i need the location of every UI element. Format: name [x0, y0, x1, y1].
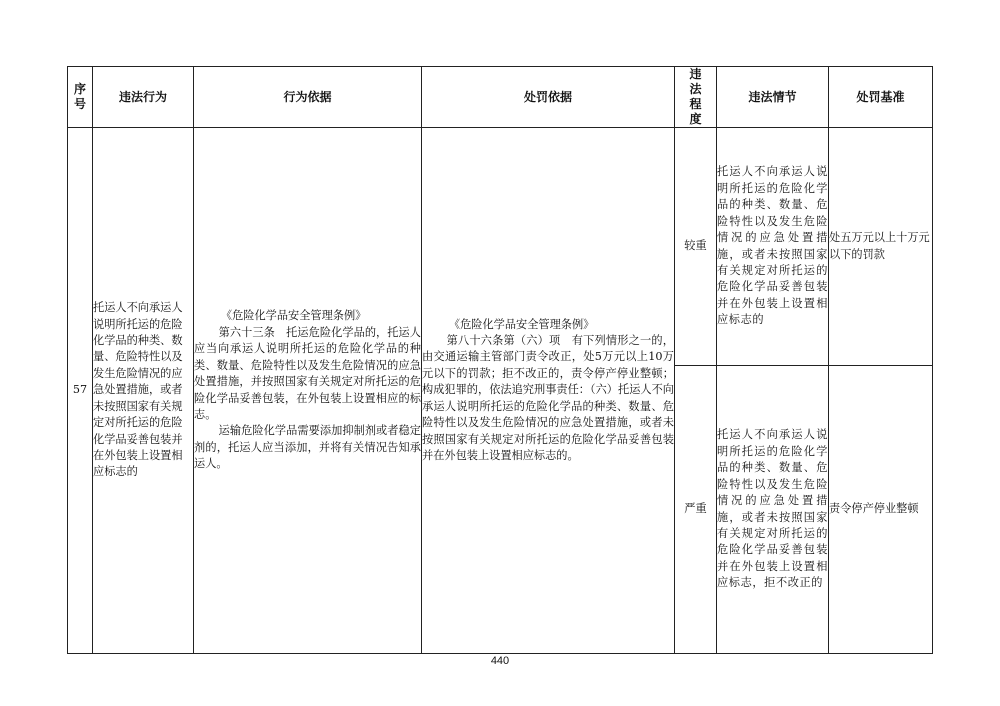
header-circumstance: 违法情节: [717, 67, 829, 128]
penalty-basis-cell: [422, 128, 675, 654]
degree-cell-heavier: 较重: [675, 128, 717, 366]
basis-cell: [194, 128, 422, 654]
table-row: [68, 128, 933, 366]
basis-paragraph-2: 运输危险化学品需要添加抑制剂或者稳定剂的，托运人应当添加，并将有关情况告知承运人。: [194, 424, 421, 471]
standard-cell-heavier: 处五万元以上十万元以下的罚款: [829, 128, 933, 366]
page-number: 440: [490, 655, 510, 667]
penalty-basis-paragraph: 第八十六条第（六）项 有下列情形之一的，由交通运输主管部门责令改正，处5万元以上10万元以下的罚款；拒不改正的，责令停产停业整顿；构成犯罪的，依法追究刑事责任：（六）托运人不向承运人说明所托运的危险化学品的种类、数量、危险特性以及发生危险情况的应急处置措施，或者未按照国家有关规定对所托运的危险化学品妥善包装并在外包装上设置相应标志的。: [422, 334, 674, 462]
penalty-basis-title: 《危险化学品安全管理条例》: [448, 317, 595, 331]
header-seq: 序号: [68, 67, 93, 128]
header-basis: 行为依据: [194, 67, 422, 128]
circumstance-cell-serious: 托运人不向承运人说明所托运的危险化学品的种类、数量、危险特性以及发生危险情况的应急处置措施，或者未按照国家有关规定对所托运的危险化学品妥善包装并在外包装上设置相应标志，拒不改正的: [717, 366, 829, 654]
header-standard: 处罚基准: [829, 67, 933, 128]
degree-cell-serious: 严重: [675, 366, 717, 654]
circumstance-cell-heavier: 托运人不向承运人说明所托运的危险化学品的种类、数量、危险特性以及发生危险情况的应急处置措施，或者未按照国家有关规定对所托运的危险化学品妥善包装并在外包装上设置相应标志的: [717, 128, 829, 366]
header-degree: 违法程度: [675, 67, 717, 128]
header-row: [68, 67, 933, 128]
basis-title: 《危险化学品安全管理条例》: [220, 309, 367, 323]
row-seq: 57: [68, 128, 93, 654]
violation-cell: 托运人不向承运人说明所托运的危险化学品的种类、数量、危险特性以及发生危险情况的应急处置措施，或者未按照国家有关规定对所托运的危险化学品妥善包装并在外包装上设置相应标志的: [93, 128, 194, 654]
header-violation: 违法行为: [93, 67, 194, 128]
penalty-standard-table: [67, 66, 933, 654]
standard-cell-serious: 责令停产停业整顿: [829, 366, 933, 654]
basis-paragraph-1: 第六十三条 托运危险化学品的，托运人应当向承运人说明所托运的危险化学品的种类、数量、危险特性以及发生危险情况的应急处置措施，并按照国家有关规定对所托运的危险化学品妥善包装，在外包装上设置相应的标志。: [194, 325, 421, 421]
header-penalty-basis: 处罚依据: [422, 67, 675, 128]
